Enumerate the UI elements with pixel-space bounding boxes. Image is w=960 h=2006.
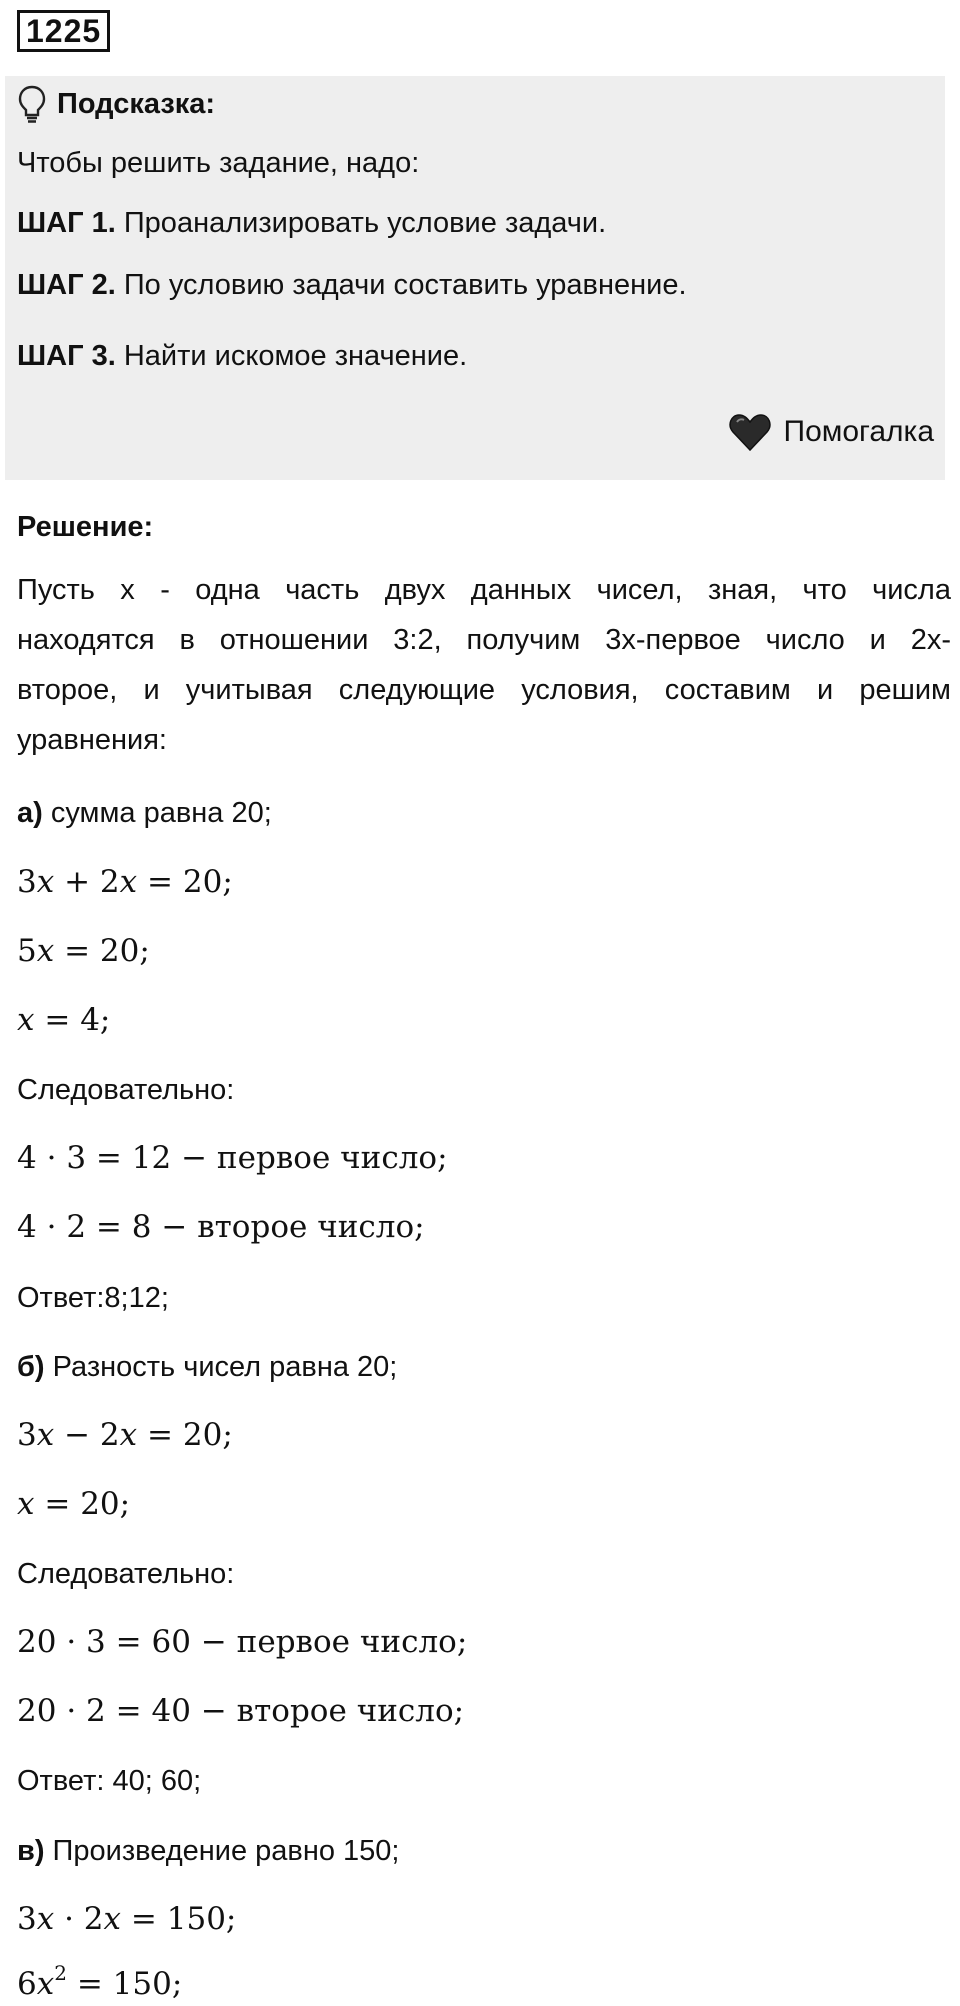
part-a-condition [17, 793, 272, 833]
part-a-eq1: 3x + 2x = 20; [17, 864, 233, 900]
part-a-eq3: x = 4; [17, 1002, 111, 1038]
hint-header [17, 84, 215, 124]
task-number: 1225 [17, 10, 110, 52]
part-b-therefore: Следовательно: [17, 1558, 235, 1590]
condition-text: Произведение равно 150; [44, 1835, 400, 1867]
part-a-therefore: Следовательно: [17, 1074, 235, 1106]
part-b-result-2: 20 · 2 = 40 − второе число; [17, 1693, 465, 1729]
part-label: в) [17, 1835, 45, 1867]
intro-line: находятся в отношении 3:2, получим 3х-первое число и 2х- [17, 624, 951, 656]
step-text: По условию задачи составить уравнение. [115, 269, 687, 301]
lightbulb-icon [17, 84, 47, 124]
part-c-eq1: 3x · 2x = 150; [17, 1901, 237, 1937]
part-c-eq2: $6x^2 = 150$; [17, 1961, 183, 2002]
intro-line: второе, и учитывая следующие условия, составим и решим [17, 674, 951, 706]
intro-line: Пусть х - одна часть двух данных чисел, зная, что числа [17, 574, 951, 606]
part-b-condition [17, 1347, 397, 1387]
step-label: ШАГ 2. [17, 269, 116, 301]
condition-text: Разность чисел равна 20; [44, 1351, 398, 1383]
part-a-answer: Ответ:8;12; [17, 1282, 169, 1314]
part-b-result-1: 20 · 3 = 60 − первое число; [17, 1624, 468, 1660]
step-label: ШАГ 1. [17, 207, 116, 239]
step-text: Проанализировать условие задачи. [115, 207, 607, 239]
hint-step-2 [17, 265, 687, 305]
part-a-eq2: 5x = 20; [17, 933, 150, 969]
part-a-result-2: 4 · 2 = 8 − второе число; [17, 1209, 425, 1245]
helper-label: Помогалка [783, 415, 934, 448]
condition-text: сумма равна 20; [42, 797, 272, 829]
step-label: ШАГ 3. [17, 340, 116, 372]
hint-title: Подсказка: [57, 87, 216, 120]
hint-step-3 [17, 336, 467, 376]
part-b-eq1: 3x − 2x = 20; [17, 1417, 233, 1453]
step-text: Найти искомое значение. [115, 340, 468, 372]
part-a-result-1: 4 · 3 = 12 − первое число; [17, 1140, 448, 1176]
heart-icon [728, 412, 772, 452]
hint-step-1 [17, 203, 606, 243]
solution-title: Решение: [17, 511, 154, 543]
intro-line: уравнения: [17, 724, 167, 756]
part-b-eq2: x = 20; [17, 1486, 131, 1522]
part-b-answer: Ответ: 40; 60; [17, 1765, 202, 1797]
solution-intro [17, 565, 951, 765]
part-label: б) [17, 1351, 45, 1383]
part-label: а) [17, 797, 43, 829]
part-c-condition [17, 1831, 399, 1871]
hint-intro: Чтобы решить задание, надо: [17, 147, 420, 179]
helper-link[interactable] [728, 410, 935, 454]
